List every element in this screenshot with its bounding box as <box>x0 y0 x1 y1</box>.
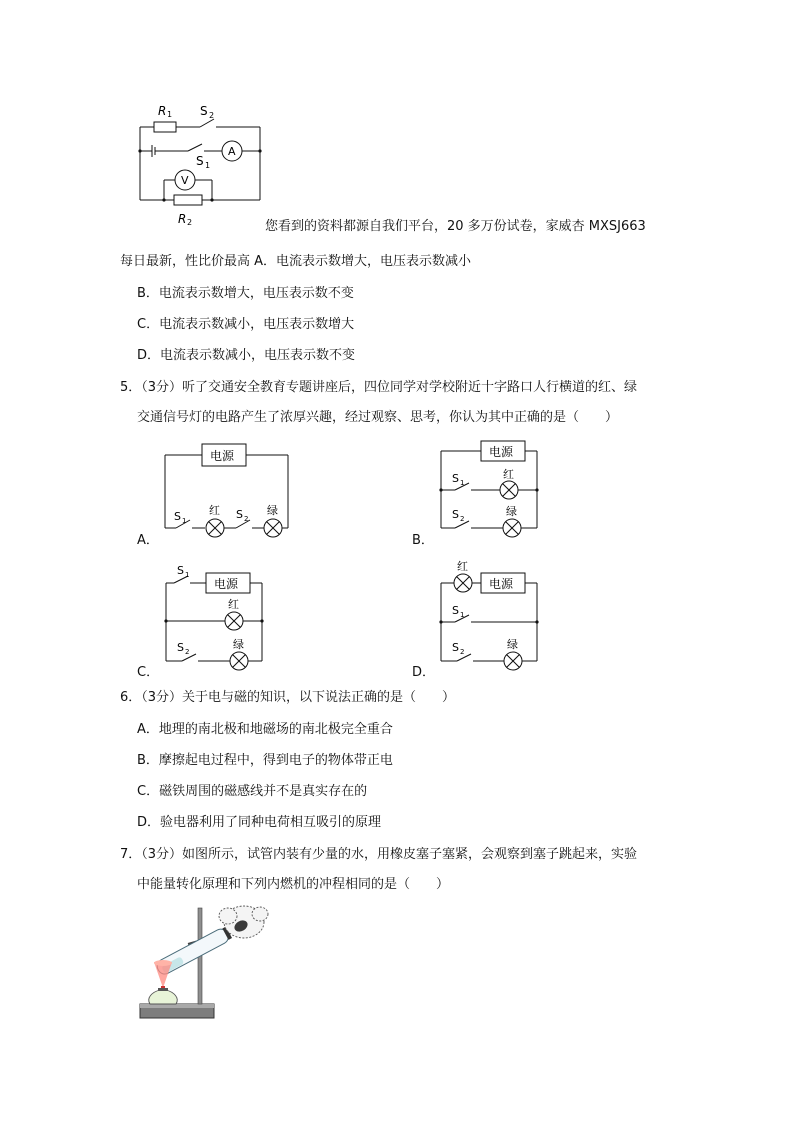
q5-label-d: D． <box>412 665 436 680</box>
q5-circuit-b <box>435 438 545 538</box>
green-label: 绿 <box>267 504 278 517</box>
q5-circuit-d <box>435 558 545 673</box>
s1-label: S <box>452 604 459 617</box>
s1-sub: 1 <box>460 479 465 487</box>
ad-text-1: 您看到的资料都源自我们平台，20 多万份试卷，家威杏 MXSJ663 <box>265 219 646 234</box>
alcohol-burner <box>149 988 178 1004</box>
q6-option-d: D．验电器利用了同种电荷相互吸引的原理 <box>137 815 382 830</box>
s1-sub: 1 <box>182 517 187 525</box>
label-r1-sub: 1 <box>167 110 173 119</box>
label-ammeter: A <box>228 145 236 158</box>
s2-sub: 2 <box>185 648 190 656</box>
red-label: 红 <box>209 504 220 517</box>
q5-label-a: A． <box>137 533 159 548</box>
s2-sub: 2 <box>460 515 465 523</box>
q6-option-a: A．地理的南北极和地磁场的南北极完全重合 <box>137 722 393 737</box>
q4-option-a-line <box>120 250 471 269</box>
power-label: 电源 <box>214 577 239 591</box>
s2-label: S <box>177 641 184 654</box>
s1-sub: 1 <box>460 611 465 619</box>
s1-label: S <box>452 472 459 485</box>
q4-option-b: B．电流表示数增大，电压表示数不变 <box>137 286 354 301</box>
resistor-r1 <box>154 122 176 132</box>
switch-s2 <box>200 119 214 127</box>
q6-stem: 6．（3分）关于电与磁的知识，以下说法正确的是（ ） <box>120 690 456 705</box>
label-r2: R <box>178 212 187 226</box>
q7-test-tube-illustration <box>138 900 273 1025</box>
q7-stem-line2: 中能量转化原理和下列内燃机的冲程相同的是（ ） <box>137 877 450 892</box>
switch-s1 <box>188 144 202 151</box>
green-label: 绿 <box>507 638 518 651</box>
label-s1-sub: 1 <box>205 161 211 170</box>
label-s2-sub: 2 <box>209 111 215 120</box>
q5-stem-line1: 5．（3分）听了交通安全教育专题讲座后，四位同学对学校附近十字路口人行横道的红、绿 <box>120 380 638 395</box>
q5-label-c: C． <box>137 665 160 680</box>
q5-circuit-a <box>160 438 295 543</box>
q5-stem-line2: 交通信号灯的电路产生了浓厚兴趣，经过观察、思考，你认为其中正确的是（ ） <box>137 410 619 425</box>
green-label: 绿 <box>233 638 244 651</box>
label-r1: R <box>158 104 167 118</box>
q4-circuit-diagram <box>130 95 270 230</box>
q7-stem-line1: 7．（3分）如图所示，试管内装有少量的水，用橡皮塞子塞紧，会观察到塞子跳起来，实验 <box>120 847 638 862</box>
q5-label-b: B． <box>412 533 434 548</box>
s1-label: S <box>177 564 184 577</box>
label-r2-sub: 2 <box>187 218 193 227</box>
q6-option-b: B．摩擦起电过程中，得到电子的物体带正电 <box>137 753 393 768</box>
resistor-r2 <box>174 195 202 205</box>
power-label: 电源 <box>489 577 514 591</box>
q4-option-c: C．电流表示数减小，电压表示数增大 <box>137 317 355 332</box>
q5-circuit-c <box>160 563 270 673</box>
s1-sub: 1 <box>185 571 190 579</box>
label-s1: S <box>196 154 204 168</box>
label-voltmeter: V <box>181 174 189 187</box>
power-label: 电源 <box>210 449 235 463</box>
s1-label: S <box>174 510 181 523</box>
s2-label: S <box>452 508 459 521</box>
red-label: 红 <box>457 560 468 573</box>
q4-option-a: A．电流表示数增大，电压表示数减小 <box>254 254 472 269</box>
q4-option-d: D．电流表示数减小，电压表示数不变 <box>137 348 356 363</box>
s2-label: S <box>452 641 459 654</box>
s2-sub: 2 <box>460 648 465 656</box>
red-label: 红 <box>228 598 239 611</box>
red-label: 红 <box>503 468 514 481</box>
ad-text-2: 每日最新，性比价最高 <box>120 254 251 269</box>
label-s2: S <box>200 104 208 118</box>
s2-sub: 2 <box>244 515 249 523</box>
green-label: 绿 <box>506 505 517 518</box>
s2-label: S <box>236 508 243 521</box>
power-label: 电源 <box>489 445 514 459</box>
q6-option-c: C．磁铁周围的磁感线并不是真实存在的 <box>137 784 368 799</box>
